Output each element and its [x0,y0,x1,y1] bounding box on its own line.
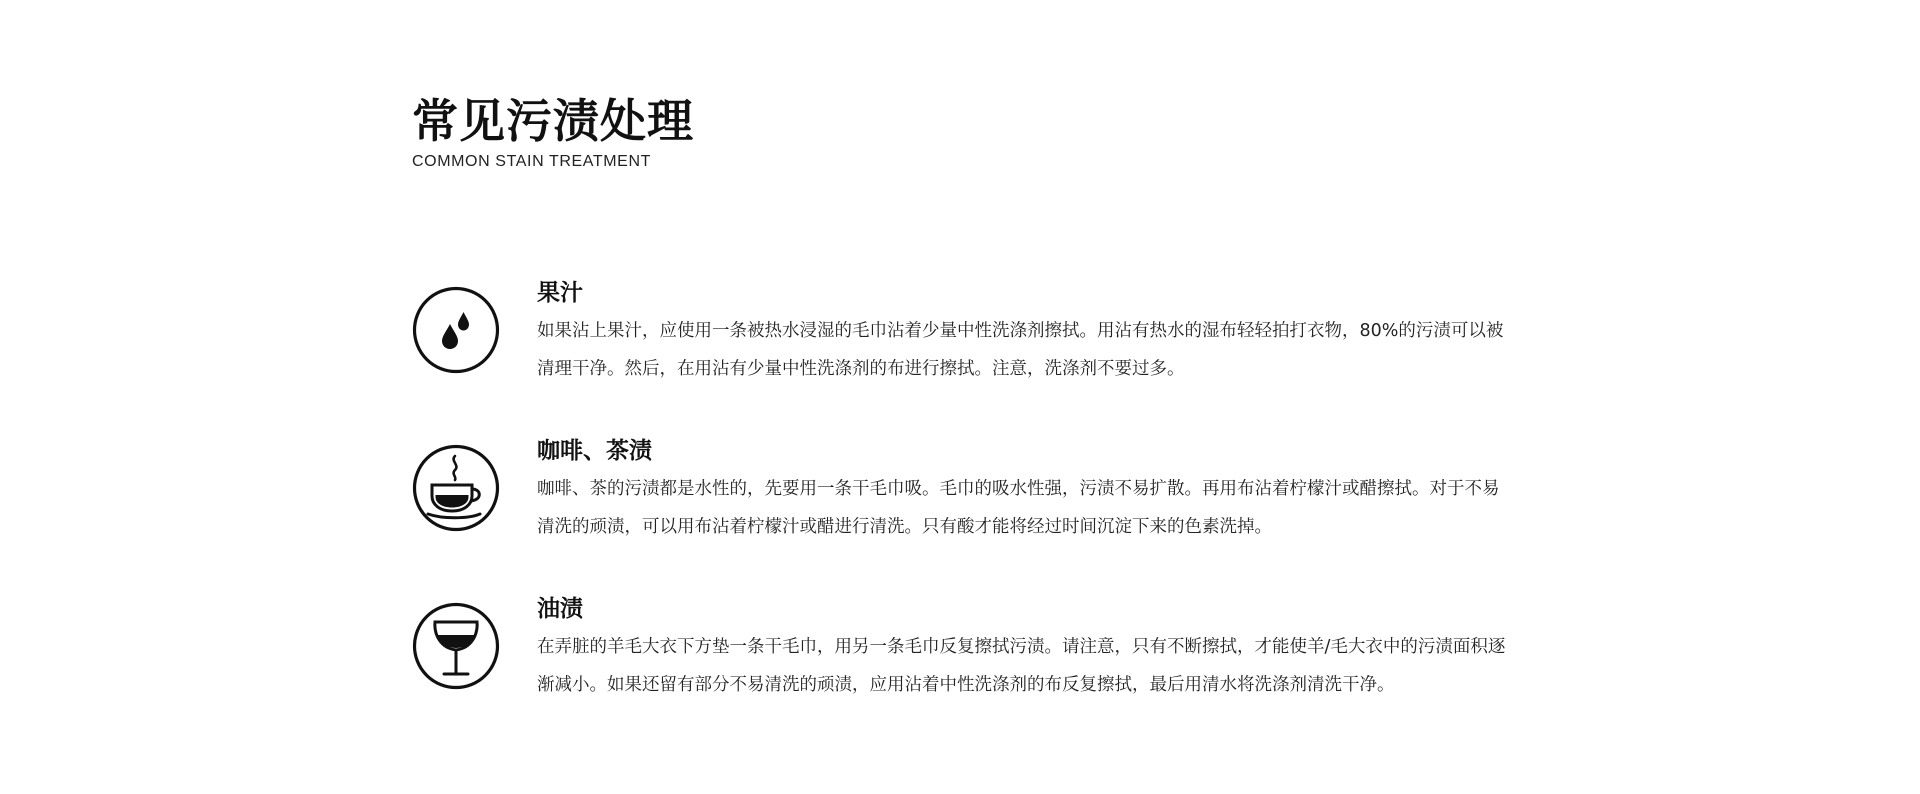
stain-item-body: 如果沾上果汁，应使用一条被热水浸湿的毛巾沾着少量中性洗涤剂擦拭。用沾有热水的湿布轻轻拍打衣物，80%的污渍可以被清理干净。然后，在用沾有少量中性洗涤剂的布进行擦拭。注意，洗涤剂不要过多。 [537,321,1504,379]
stain-item-juice [412,278,1512,388]
stain-item-coffee-tea [412,436,1512,546]
stain-item-title: 果汁 [537,280,583,306]
stain-item-text [537,436,1512,546]
stain-item-text [537,278,1512,388]
stain-item-body: 在弄脏的羊毛大衣下方垫一条干毛巾，用另一条毛巾反复擦拭污渍。请注意，只有不断擦拭，才能使羊/毛大衣中的污渍面积逐渐减小。如果还留有部分不易清洗的顽渍，应用沾着中性洗涤剂的布反复擦拭，最后用清水将洗涤剂清洗干净。 [537,637,1506,695]
stain-item-oil [412,594,1512,704]
stain-item-title: 油渍 [537,596,583,622]
stain-item-text [537,594,1512,704]
wine-glass-icon [412,602,500,690]
stain-item-body: 咖啡、茶的污渍都是水性的，先要用一条干毛巾吸。毛巾的吸水性强，污渍不易扩散。再用布沾着柠檬汁或醋擦拭。对于不易清洗的顽渍，可以用布沾着柠檬汁或醋进行清洗。只有酸才能将经过时间沉淀下来的色素洗掉。 [537,479,1500,537]
page-subtitle: COMMON STAIN TREATMENT [412,153,651,170]
water-drops-icon [412,286,500,374]
coffee-cup-icon [412,444,500,532]
page-title: 常见污渍处理 [412,94,694,148]
page-header [412,92,694,172]
stain-item-title: 咖啡、茶渍 [537,438,652,464]
